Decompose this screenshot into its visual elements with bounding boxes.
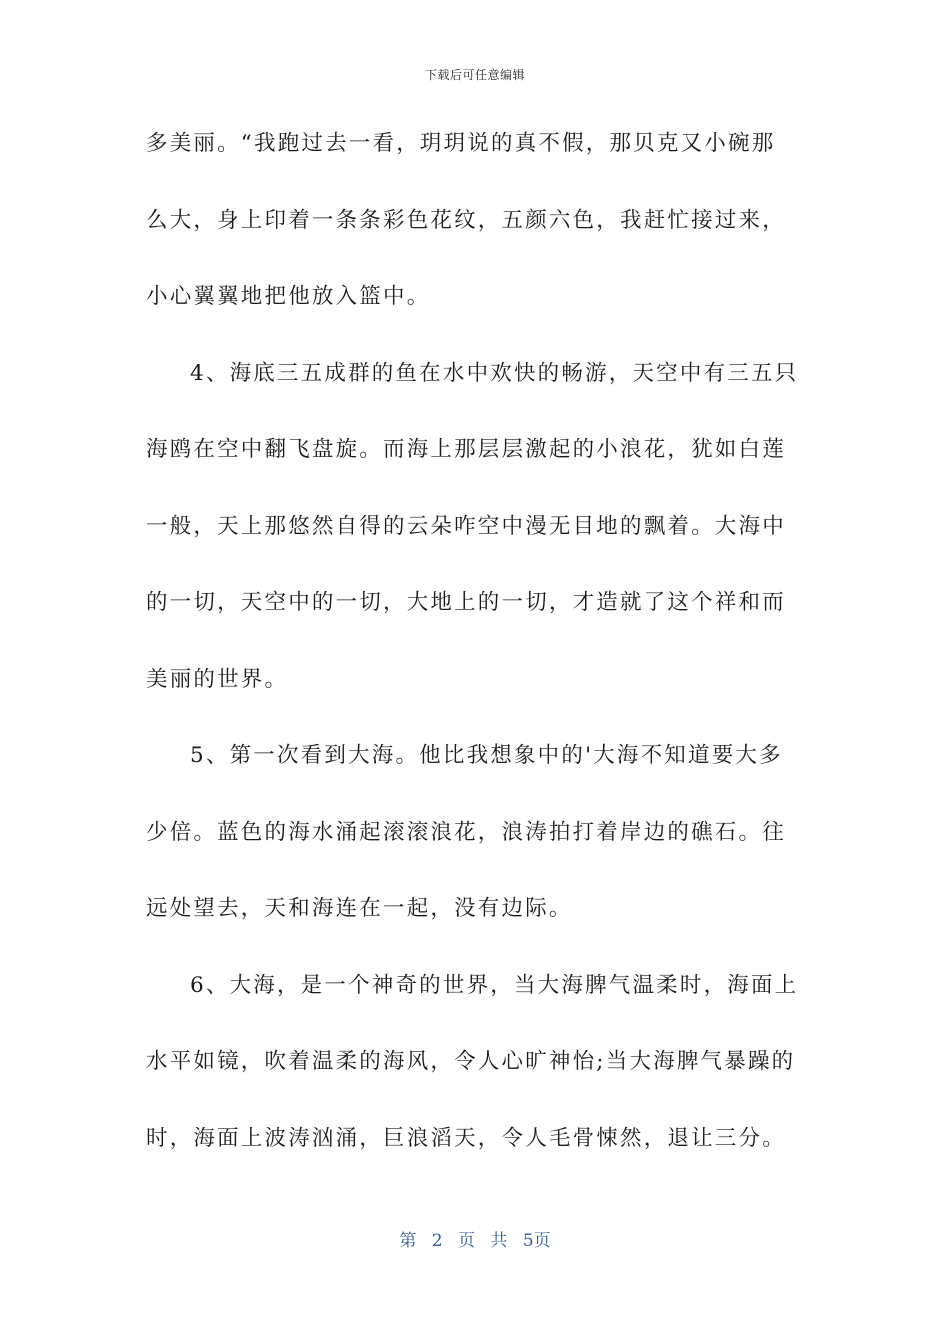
paragraph-start-line: 4、海底三五成群的鱼在水中欢快的畅游，天空中有三五只 xyxy=(190,360,799,386)
document-body xyxy=(146,118,806,1189)
text-line: 小心翼翼地把他放入篮中。 xyxy=(146,284,431,309)
text-line: 海鸥在空中翻飞盘旋。而海上那层层激起的小浪花，犹如白莲 xyxy=(146,437,786,462)
footer-total-pages: 5页 xyxy=(522,1231,551,1251)
paragraph-start-line: 5、第一次看到大海。他比我想象中的'大海不知道要大多 xyxy=(190,743,783,768)
footer-page-number: 2 xyxy=(431,1231,443,1251)
text-line: 水平如镜，吹着温柔的海风，令人心旷神怡;当大海脾气暴躁的 xyxy=(146,1049,796,1074)
footer-ye: 页 xyxy=(458,1231,475,1251)
text-line: 时，海面上波涛汹涌，巨浪滔天，令人毛骨悚然，退让三分。 xyxy=(146,1125,786,1151)
footer-gong: 共 xyxy=(490,1231,508,1251)
text-line: 么大，身上印着一条条彩色花纹，五颜六色，我赶忙接过来， xyxy=(146,207,786,233)
text-line: 远处望去，天和海连在一起，没有边际。 xyxy=(146,896,573,921)
footer-di: 第 xyxy=(399,1231,417,1251)
page-footer xyxy=(0,1226,950,1251)
text-line: 的一切，天空中的一切，大地上的一切，才造就了这个祥和而 xyxy=(146,590,786,615)
text-line: 少倍。蓝色的海水涌起滚滚浪花，浪涛拍打着岸边的礁石。往 xyxy=(146,819,786,845)
text-line: 美丽的世界。 xyxy=(146,666,289,692)
header-note: 下载后可任意编辑 xyxy=(424,68,525,82)
text-line: 多美丽。“我跑过去一看，玥玥说的真不假，那贝克又小碗那 xyxy=(146,131,776,156)
paragraph-start-line: 6、大海，是一个神奇的世界，当大海脾气温柔时，海面上 xyxy=(190,972,799,998)
text-line: 一般，天上那悠然自得的云朵咋空中漫无目地的飘着。大海中 xyxy=(146,513,786,539)
